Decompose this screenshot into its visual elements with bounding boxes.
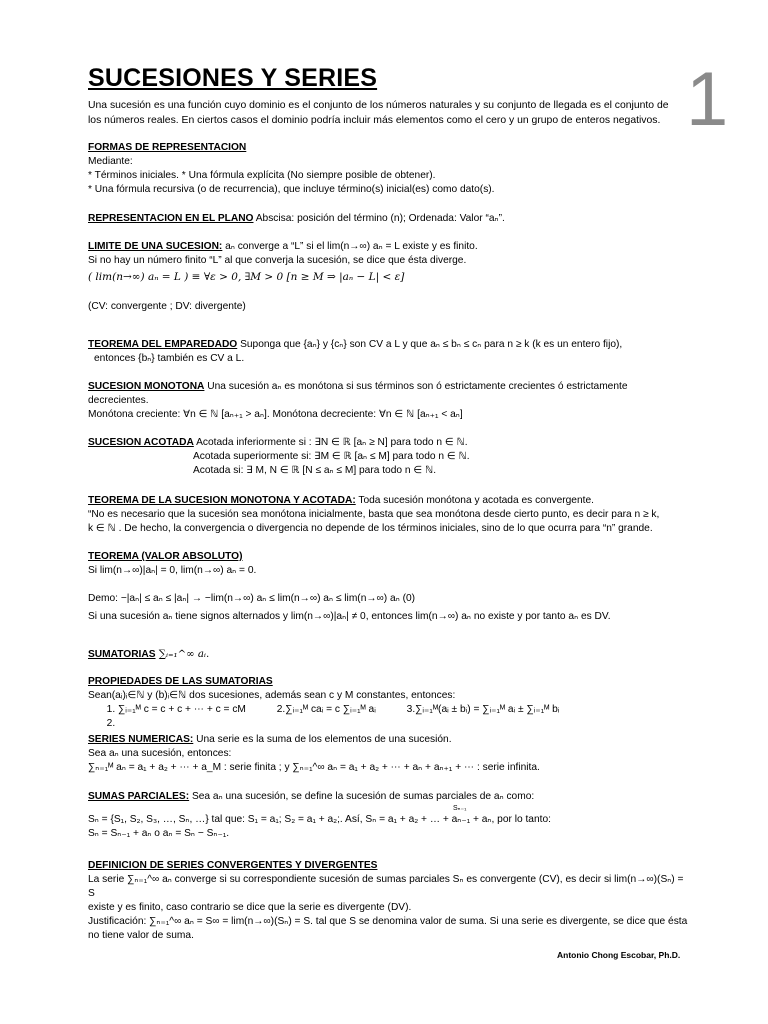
text-line: Sea aₙ una sucesión, entonces: (88, 748, 232, 759)
text-line: Sea aₙ una sucesión, se define la sucesión de sumas parciales de aₙ como: (189, 791, 535, 802)
property-2: 2.∑ᵢ₌₁ᴹ caᵢ = c ∑ᵢ₌₁ᴹ aᵢ (276, 704, 376, 715)
section-propiedades (88, 675, 688, 731)
text-line: Una sucesión aₙ es monótona si sus términos son ó estrictamente crecientes ó estrictamente (204, 381, 628, 392)
section-formas (88, 141, 688, 197)
page-title: SUCESIONES Y SERIES (88, 64, 378, 92)
text-line: Acotada superiormente si: ∃M ∈ ℝ [aₙ ≤ M] para todo n ∈ ℕ. (193, 451, 470, 462)
section-heading: REPRESENTACION EN EL PLANO (88, 213, 254, 224)
text-line: Justificación: ∑ₙ₌₁^∞ aₙ = S∞ = lim(n→∞)(Sₙ) = S. tal que S se denomina valor de suma. Si una serie es divergente, se dice que ésta (88, 916, 688, 927)
section-limite (88, 240, 688, 314)
text-line: no tiene valor de suma. (88, 930, 194, 941)
list-item (118, 717, 688, 731)
section-heading: SUCESION MONOTONA (88, 381, 205, 392)
properties-list (88, 703, 688, 731)
section-heading: SUMAS PARCIALES: (88, 791, 190, 802)
text-line: Monótona creciente: ∀n ∈ ℕ [aₙ₊₁ > aₙ]. Monótona decreciente: ∀n ∈ ℕ [aₙ₊₁ < aₙ] (88, 409, 463, 420)
section-heading: TEOREMA DE LA SUCESION MONOTONA Y ACOTADA: (88, 495, 356, 506)
section-emparedado (88, 338, 688, 366)
section-heading: LIMITE DE UNA SUCESION: (88, 241, 223, 252)
section-heading: TEOREMA (VALOR ABSOLUTO) (88, 551, 243, 562)
text-line: * Términos iniciales. * Una fórmula explícita (No siempre posible de obtener). (88, 170, 436, 181)
section-valor-absoluto (88, 550, 688, 624)
author-footer: Antonio Chong Escobar, Ph.D. (557, 950, 681, 960)
property-1: ∑ᵢ₌₁ᴹ c = c + c + ⋯ + c = cM (118, 704, 246, 715)
text-line: k ∈ ℕ . De hecho, la convergencia o divergencia no depende de los términos iniciales, sino de lo que ocurra para “n” grande. (88, 523, 653, 534)
overbrace-label: Sₙ₋₁ (453, 805, 467, 812)
text-line: Suponga que {aₙ} y {cₙ} son CV a L y que aₙ ≤ bₙ ≤ cₙ para n ≥ k (k es un entero fijo), (237, 339, 623, 350)
text-line: “No es necesario que la sucesión sea monótona inicialmente, basta que sea monótona desde cierto punto, es decir para n ≥ k, (88, 509, 660, 520)
text-line: Demo: −|aₙ| ≤ aₙ ≤ |aₙ| → −lim(n→∞) aₙ ≤ lim(n→∞) aₙ ≤ lim(n→∞) aₙ (0) (88, 593, 416, 604)
section-monotona (88, 380, 688, 422)
section-definicion-series (88, 859, 688, 943)
text-line: Acotada inferiormente si : ∃N ∈ ℝ [aₙ ≥ N] para todo n ∈ ℕ. (193, 437, 468, 448)
text-line: existe y es finito, caso contrario se dice que la serie es divergente (DV). (88, 902, 412, 913)
list-item (118, 703, 688, 717)
section-acotada (88, 436, 688, 478)
section-monotona-acotada (88, 494, 688, 536)
text-line: Sₙ = Sₙ₋₁ + aₙ o aₙ = Sₙ − Sₙ₋₁. (88, 828, 230, 839)
section-heading: DEFINICION DE SERIES CONVERGENTES Y DIVERGENTES (88, 860, 378, 871)
text-line: Toda sucesión monótona y acotada es convergente. (355, 495, 594, 506)
text-line: La serie ∑ₙ₌₁^∞ aₙ converge si su correspondiente sucesión de sumas parciales Sₙ es convergente (CV), es decir si lim(n→∞)(Sₙ) = S (88, 874, 684, 899)
section-heading: SUCESION ACOTADA (88, 437, 194, 448)
section-series-numericas (88, 733, 688, 775)
text-line: (CV: convergente ; DV: divergente) (88, 301, 246, 312)
property-3: 3.∑ᵢ₌₁ᴹ(aᵢ ± bᵢ) = ∑ᵢ₌₁ᴹ aᵢ ± ∑ᵢ₌₁ᴹ bᵢ (406, 704, 560, 715)
page-number: 1 (686, 57, 729, 142)
section-heading: TEOREMA DEL EMPAREDADO (88, 339, 238, 350)
section-heading: SUMATORIAS (88, 649, 156, 660)
text-line: aₙ converge a “L” si el lim(n→∞) aₙ = L existe y es finito. (222, 241, 478, 252)
section-plano (88, 212, 688, 226)
text-line: ∑ₙ₌₁ᴹ aₙ = a₁ + a₂ + ⋯ + a_M : serie finita ; y ∑ₙ₌₁^∞ aₙ = a₁ + a₂ + ⋯ + aₙ + aₙ₊₁ + ⋯ : serie infinita. (88, 762, 540, 773)
section-heading: SERIES NUMERICAS: (88, 734, 194, 745)
text-line: Abscisa: posición del término (n); Ordenada: Valor “aₙ”. (253, 213, 505, 224)
text-line: decrecientes. (88, 395, 149, 406)
limit-definition: ( lim(n→∞) aₙ = L ) ≡ ∀ε > 0, ∃M > 0 [n ≥ M ⇒ |aₙ − L| < ε] (88, 271, 405, 283)
intro-paragraph: Una sucesión es una función cuyo dominio es el conjunto de los números naturales y su conjunto de llegada es el conjunto de los números reales. En ciertos casos el dominio podría incluir más elementos como el cero y un grupo de enteros negativos. (88, 100, 669, 126)
sum-formula: ∑ᵢ₌₁^∞ aᵢ. (155, 649, 210, 660)
section-sumatorias (88, 648, 688, 662)
text-line: Una serie es la suma de los elementos de una sucesión. (193, 734, 452, 745)
text-line: Acotada si: ∃ M, N ∈ ℝ [N ≤ aₙ ≤ M] para todo n ∈ ℕ. (193, 465, 437, 476)
section-heading: FORMAS DE REPRESENTACION (88, 142, 247, 153)
text-line: Si no hay un número finito “L” al que converja la sucesión, se dice que ésta diverge. (88, 255, 467, 266)
section-sumas-parciales (88, 790, 688, 841)
text-line: Si una sucesión aₙ tiene signos alternados y lim(n→∞)|aₙ| ≠ 0, entonces lim(n→∞) aₙ no existe y por tanto aₙ es DV. (88, 611, 611, 622)
text-line: * Una fórmula recursiva (o de recurrencia), que incluye término(s) inicial(es) como dato(s). (88, 184, 495, 195)
text-line: Sₙ = {S₁, S₂, S₃, …, Sₙ, …} tal que: S₁ = a₁; S₂ = a₁ + a₂;. Así, Sₙ = a₁ + a₂ + … + aₙ₋₁ + aₙ, por lo tanto: (88, 814, 551, 825)
text-line: entonces {bₙ} también es CV a L. (94, 353, 245, 364)
text-line: Mediante: (88, 156, 133, 167)
text-line: Si lim(n→∞)|aₙ| = 0, lim(n→∞) aₙ = 0. (88, 565, 257, 576)
section-heading: PROPIEDADES DE LAS SUMATORIAS (88, 676, 273, 687)
text-line: Sean(aᵢ)ᵢ∈ℕ y (b)ᵢ∈ℕ dos sucesiones, además sean c y M constantes, entonces: (88, 690, 456, 701)
